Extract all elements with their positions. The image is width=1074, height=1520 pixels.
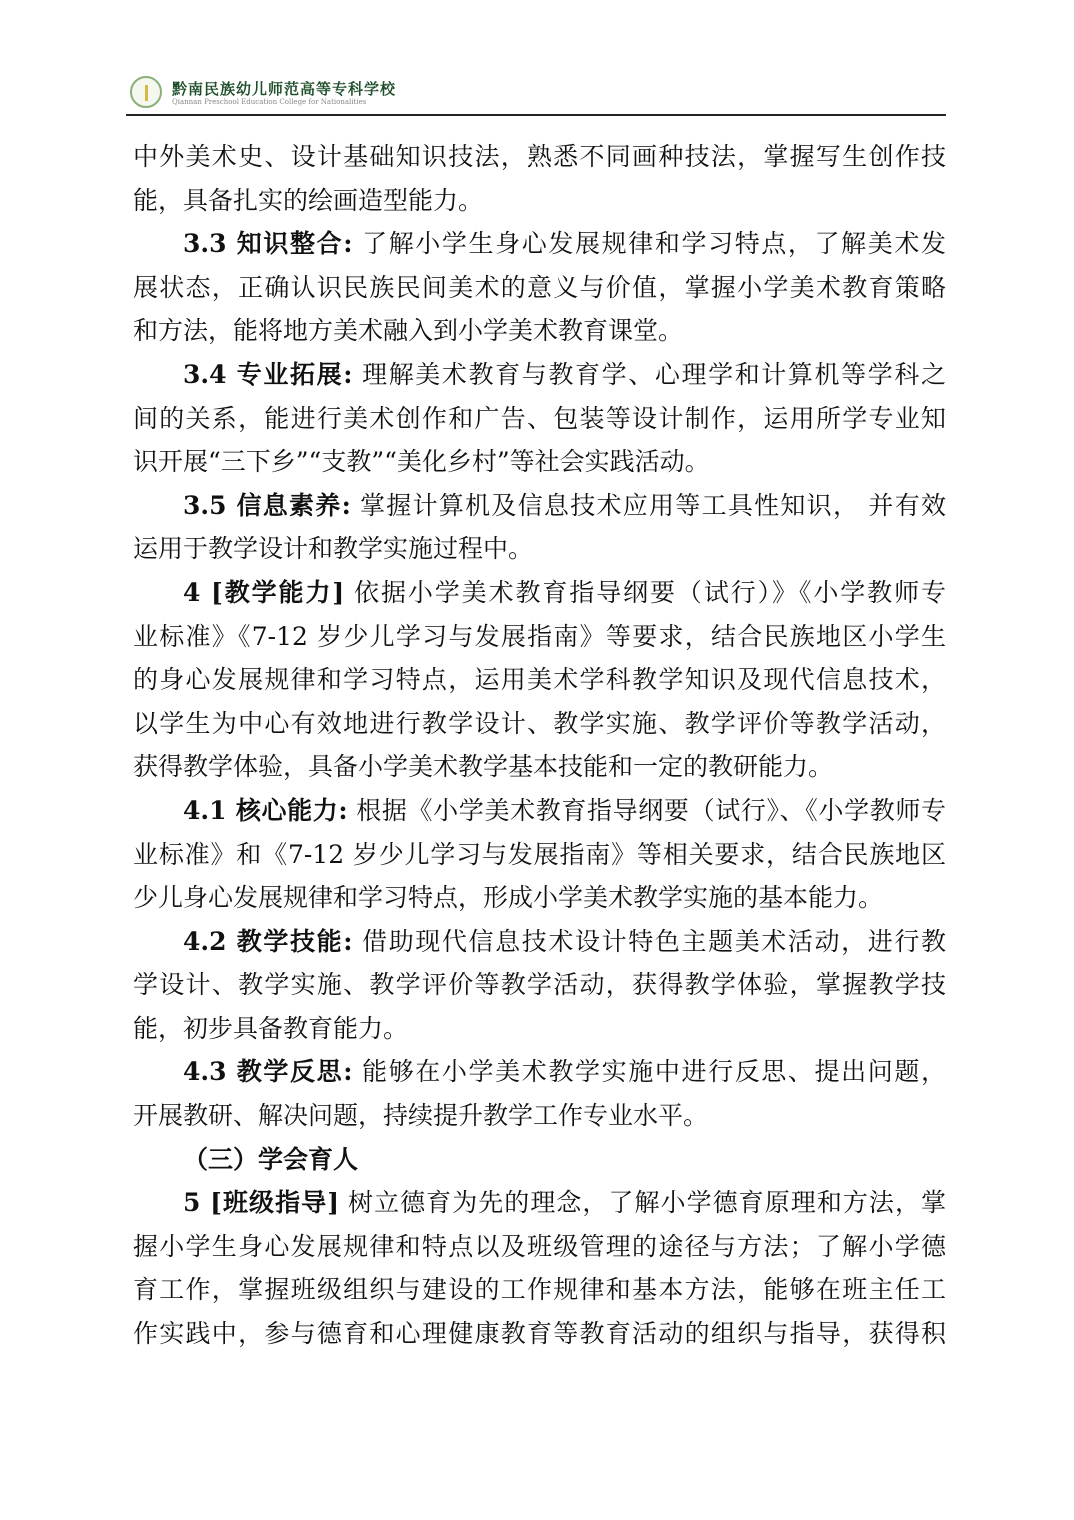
school-emblem-icon <box>130 76 162 108</box>
text-line <box>133 615 946 659</box>
paragraph <box>133 222 946 353</box>
line-text: 中外美术史、设计基础知识技法，熟悉不同画种技法，掌握写生创作技 <box>133 142 946 171</box>
school-name-en: Qiannan Preschool Education College for Nationalities <box>172 98 367 106</box>
line-text: 作实践中，参与德育和心理健康教育等教育活动的组织与指导，获得积 <box>133 1319 946 1349</box>
text-line <box>133 309 946 353</box>
paragraph <box>133 135 946 222</box>
text-line <box>133 1268 946 1312</box>
section-label: 5 [班级指导] <box>183 1188 340 1218</box>
text-line <box>133 1007 946 1051</box>
text-line <box>133 353 946 397</box>
line-text: 树立德育为先的理念，了解小学德育原理和方法，掌 <box>339 1188 946 1218</box>
text-line <box>133 484 946 528</box>
paragraph <box>133 1050 946 1137</box>
text-line <box>133 702 946 746</box>
document-body <box>133 135 946 1356</box>
text-line <box>133 1094 946 1138</box>
line-text: 能，具备扎实的绘画造型能力。 <box>133 185 484 215</box>
text-line <box>133 658 946 702</box>
line-text: 识开展“三下乡”“支教”“美化乡村”等社会实践活动。 <box>133 447 710 477</box>
section-label: 3.4 专业拓展: <box>183 359 353 389</box>
text-line <box>133 179 946 223</box>
line-text: 能，初步具备教育能力。 <box>133 1013 409 1043</box>
text-line <box>133 1138 946 1182</box>
text-line <box>133 963 946 1007</box>
header-divider <box>126 114 946 116</box>
paragraph <box>133 1138 946 1182</box>
page-header <box>126 74 946 114</box>
line-text: 握小学生身心发展规律和特点以及班级管理的途径与方法；了解小学德 <box>133 1231 946 1261</box>
text-line <box>133 1181 946 1225</box>
paragraph <box>133 789 946 920</box>
text-line <box>133 571 946 615</box>
paragraph <box>133 920 946 1051</box>
line-text: 学设计、教学实施、教学评价等教学活动，获得教学体验，掌握教学技 <box>133 970 946 1000</box>
line-text: 业标准》《7-12 岁少儿学习与发展指南》等要求，结合民族地区小学生 <box>133 621 946 651</box>
line-text: 业标准》和《7-12 岁少儿学习与发展指南》等相关要求，结合民族地区 <box>133 839 946 869</box>
section-label: 4.3 教学反思: <box>183 1057 353 1087</box>
line-text: 能够在小学美术教学实施中进行反思、提出问题， <box>352 1057 946 1087</box>
line-text: 少儿身心发展规律和学习特点，形成小学美术教学实施的基本能力。 <box>133 883 884 913</box>
text-line <box>133 1050 946 1094</box>
section-label: （三）学会育人 <box>183 1144 359 1174</box>
line-text: 间的关系，能进行美术创作和广告、包装等设计制作，运用所学专业知 <box>133 403 946 433</box>
text-line <box>133 920 946 964</box>
text-line <box>133 789 946 833</box>
line-text: 的身心发展规律和学习特点，运用美术学科教学知识及现代信息技术， <box>133 665 946 695</box>
text-line <box>133 527 946 571</box>
school-name-cn: 黔南民族幼儿师范高等专科学校 <box>172 80 397 98</box>
paragraph <box>133 1181 946 1355</box>
line-text: 理解美术教育与教育学、心理学和计算机等学科之 <box>352 359 946 389</box>
line-text: 育工作，掌握班级组织与建设的工作规律和基本方法，能够在班主任工 <box>133 1275 946 1305</box>
paragraph <box>133 353 946 484</box>
text-line <box>133 745 946 789</box>
text-line <box>133 1225 946 1269</box>
line-text: 借助现代信息技术设计特色主题美术活动，进行教 <box>352 926 946 956</box>
text-line <box>133 266 946 310</box>
section-label: 4 [教学能力] <box>183 577 345 607</box>
section-label: 3.5 信息素养: <box>183 490 351 520</box>
section-label: 4.1 核心能力: <box>183 795 348 825</box>
line-text: 运用于教学设计和教学实施过程中。 <box>133 534 534 564</box>
line-text: 根据《小学美术教育指导纲要（试行》、《小学教师专 <box>347 795 946 825</box>
section-label: 3.3 知识整合: <box>183 229 353 259</box>
line-text: 了解小学生身心发展规律和学习特点，了解美术发 <box>352 229 946 259</box>
paragraph <box>133 484 946 571</box>
line-text: 开展教研、解决问题，持续提升教学工作专业水平。 <box>133 1101 709 1131</box>
text-line <box>133 833 946 877</box>
section-label: 4.2 教学技能: <box>183 926 353 956</box>
text-line <box>133 1312 946 1356</box>
line-text: 依据小学美术教育指导纲要（试行）》《小学教师专 <box>344 577 946 607</box>
text-line <box>133 397 946 441</box>
line-text: 展状态，正确认识民族民间美术的意义与价值，掌握小学美术教育策略 <box>133 272 946 302</box>
line-text: 以学生为中心有效地进行教学设计、教学实施、教学评价等教学活动， <box>133 708 946 738</box>
paragraph <box>133 571 946 789</box>
text-line <box>133 222 946 266</box>
text-line <box>133 135 946 179</box>
text-line <box>133 440 946 484</box>
line-text: 和方法，能将地方美术融入到小学美术教育课堂。 <box>133 316 684 346</box>
line-text: 获得教学体验，具备小学美术教学基本技能和一定的教研能力。 <box>133 752 834 782</box>
line-text: 掌握计算机及信息技术应用等工具性知识， 并有效 <box>350 490 946 520</box>
text-line <box>133 876 946 920</box>
